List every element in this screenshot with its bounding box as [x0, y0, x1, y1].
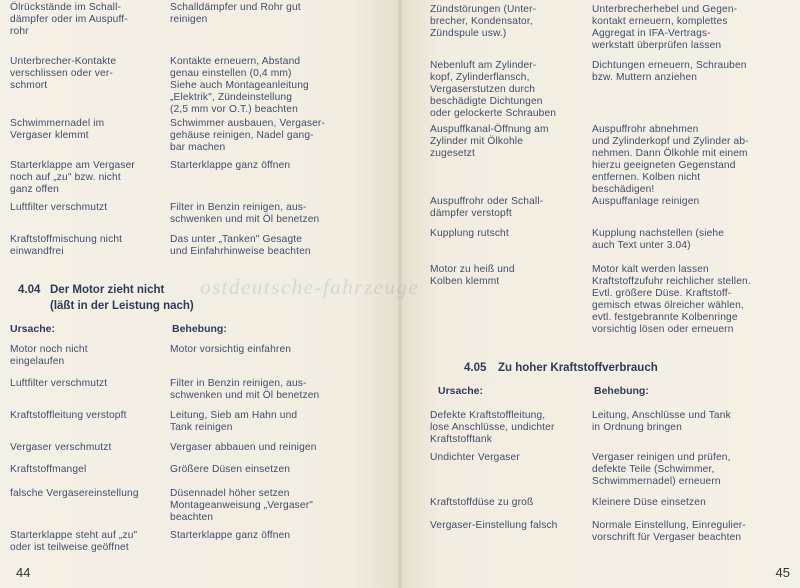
cause-text: Zündstörungen (Unter- brecher, Kondensator, Zündspule usw.)	[430, 4, 537, 39]
cause-text: Luftfilter verschmutzt	[10, 378, 108, 389]
cause-text: Luftfilter verschmutzt	[10, 202, 108, 213]
fix-text: Kupplung nachstellen (siehe auch Text unter 3.04)	[592, 228, 725, 251]
cause-text: Ölrückstände im Schall- dämpfer oder im Auspuff- rohr	[10, 2, 128, 37]
section-number: 4.04	[18, 284, 41, 296]
fix-text: Leitung, Sieb am Hahn und Tank reinigen	[170, 410, 298, 433]
fix-text: Kontakte erneuern, Abstand genau einstellen (0,4 mm) Siehe auch Montageanleitung „Elektrik", Zündeinstellung (2,5 mm vor O.T.) beachten	[170, 56, 309, 115]
cause-text: falsche Vergasereinstellung	[10, 488, 139, 499]
cause-text: Auspuffkanal-Öffnung am Zylinder mit Ölkohle zugesetzt	[430, 124, 549, 159]
cause-text: Kraftstoffmischung nicht einwandfrei	[10, 234, 123, 257]
fix-text: Filter in Benzin reinigen, aus- schwenken und mit Öl benetzen	[170, 378, 320, 401]
cause-text: Vergaser verschmutzt	[10, 442, 112, 453]
fix-text: Motor kalt werden lassen Kraftstoffzufuhr reichlicher stellen. Evtl. größere Düse. Kraftstoff- gemisch etwas ölreicher wählen, evtl. festgebrannte Kolbenringe vorsichtig lösen oder erneuern	[592, 264, 751, 335]
cause-text: Schwimmernadel im Vergaser klemmt	[10, 118, 105, 141]
fix-text: Auspuffrohr abnehmen und Zylinderkopf und Zylinder ab- nehmen. Dann Ölkohle mit einem hierzu geeigneten Gegenstand entfernen. Kolben nicht beschädigen!	[592, 124, 749, 195]
fix-text: Das unter „Tanken" Gesagte und Einfahrhinweise beachten	[170, 234, 311, 257]
section-number: 4.05	[464, 362, 487, 374]
cause-text: Nebenluft am Zylinder- kopf, Zylinderflansch, Vergaserstutzen durch beschädigte Dichtungen oder gelockerte Schrauben	[430, 60, 557, 119]
fix-text: Unterbrecherhebel und Gegen- kontakt erneuern, komplettes Aggregat in IFA-Vertrags- werkstatt überprüfen lassen	[592, 4, 738, 51]
cause-text: Unterbrecher-Kontakte verschlissen oder ver- schmort	[10, 56, 117, 91]
cause-text: Kupplung rutscht	[430, 228, 509, 239]
column-header-cause: Ursache:	[10, 323, 55, 335]
section-title: Der Motor zieht nicht (läßt in der Leistung nach)	[50, 284, 194, 312]
fix-text: Schwimmer ausbauen, Vergaser- gehäuse reinigen, Nadel gang- bar machen	[170, 118, 325, 153]
fix-text: Vergaser reinigen und prüfen, defekte Teile (Schwimmer, Schwimmernadel) erneuern	[592, 452, 731, 487]
column-header-cause: Ursache:	[438, 385, 483, 397]
fix-text: Düsennadel höher setzen Montageanweisung „Vergaser" beachten	[170, 488, 314, 523]
cause-text: Motor noch nicht eingelaufen	[10, 344, 88, 367]
fix-text: Motor vorsichtig einfahren	[170, 344, 292, 355]
fix-text: Normale Einstellung, Einregulier- vorschrift für Vergaser beachten	[592, 520, 746, 543]
fix-text: Leitung, Anschlüsse und Tank in Ordnung bringen	[592, 410, 731, 433]
cause-text: Starterklappe am Vergaser noch auf „zu" bzw. nicht ganz offen	[10, 160, 135, 195]
fix-text: Starterklappe ganz öffnen	[170, 530, 291, 541]
fix-text: Auspuffanlage reinigen	[592, 196, 700, 207]
watermark: ostdeutsche-fahrzeuge	[200, 275, 420, 299]
cause-text: Vergaser-Einstellung falsch	[430, 520, 558, 531]
cause-text: Auspuffrohr oder Schall- dämpfer verstopft	[430, 196, 544, 219]
fix-text: Starterklappe ganz öffnen	[170, 160, 291, 171]
cause-text: Motor zu heiß und Kolben klemmt	[430, 264, 515, 287]
fix-text: Dichtungen erneuern, Schrauben bzw. Muttern anziehen	[592, 60, 747, 83]
fix-text: Größere Düsen einsetzen	[170, 464, 291, 475]
page-number: 45	[775, 565, 790, 580]
page-number: 44	[16, 565, 31, 580]
cause-text: Starterklappe steht auf „zu" oder ist teilweise geöffnet	[10, 530, 138, 553]
cause-text: Defekte Kraftstoffleitung, lose Anschlüsse, undichter Kraftstofftank	[430, 410, 555, 445]
cause-text: Undichter Vergaser	[430, 452, 520, 463]
fix-text: Filter in Benzin reinigen, aus- schwenken und mit Öl benetzen	[170, 202, 320, 225]
fix-text: Schalldämpfer und Rohr gut reinigen	[170, 2, 301, 25]
column-header-fix: Behebung:	[594, 385, 649, 397]
fix-text: Kleinere Düse einsetzen	[592, 497, 706, 508]
cause-text: Kraftstoffdüse zu groß	[430, 497, 534, 508]
column-header-fix: Behebung:	[172, 323, 227, 335]
cause-text: Kraftstoffmangel	[10, 464, 87, 475]
section-title: Zu hoher Kraftstoffverbrauch	[498, 362, 658, 374]
fix-text: Vergaser abbauen und reinigen	[170, 442, 317, 453]
cause-text: Kraftstoffleitung verstopft	[10, 410, 127, 421]
